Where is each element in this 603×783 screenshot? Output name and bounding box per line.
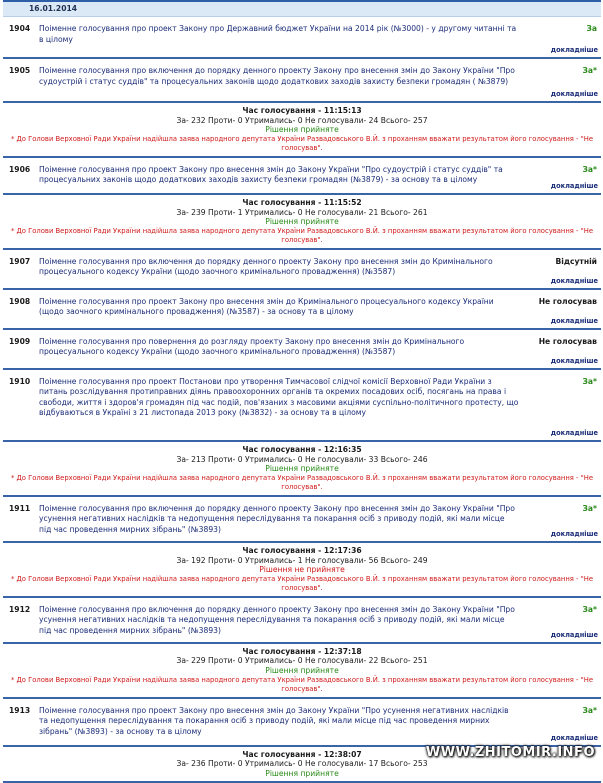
vote-record — [3, 17, 601, 59]
vote-record — [3, 598, 601, 644]
details-link[interactable]: докладніше — [550, 428, 598, 437]
vote-record — [3, 290, 601, 330]
record-number: 1904 — [9, 24, 31, 33]
details-link[interactable]: докладніше — [550, 90, 598, 98]
record-title: Поіменне голосування про проект Закону про Державний бюджет України на 2014 рік (№3000) - у другому читанні та в цілому — [39, 24, 517, 44]
session-date: 16.01.2014 — [3, 0, 601, 17]
record-title: Поіменне голосування про проект Постанови про утворення Тимчасової слідчої комісії Верховної Ради України з питань розслідування протиправних діянь правоохоронних органів та окремих посадових осіб, посягань на права і свободи, життя і здоров'я громадян під час подій, пов'язаних з масовими акціями суспільно-політичного протесту, що відбуваються в Україні з 21 листопада 2013 року (№3832) - за основу та в цілому — [39, 376, 519, 418]
vote-time: Час голосування - 11:15:52 — [242, 197, 362, 207]
record-number: 1905 — [9, 66, 31, 75]
details-link[interactable]: докладніше — [550, 630, 598, 639]
vote-time: Час голосування - 11:15:13 — [242, 106, 362, 115]
deputy-statement-note: * До Голови Верховної Ради України надійшла заява народного депутата України Развадовського В.Й. з проханням вважати результатом його голосування - "Не голосував". — [10, 473, 594, 492]
record-title: Поіменне голосування про включення до порядку денного проекту Закону про внесення змін до Кримінального процесуального кодексу України (щодо заочного кримінального провадження) (№3587) — [39, 256, 493, 277]
vote-result: За* — [582, 604, 597, 614]
record-title: Поіменне голосування про проект Закону про внесення змін до Закону України "Про судоустрій і статус суддів" та процесуальних законів щодо додаткових заходів захисту безпеки громадян (№3879) - за основу та в цілому — [39, 164, 503, 185]
vote-record — [3, 250, 601, 290]
vote-list-page — [3, 0, 601, 783]
vote-counts: За- 236 Проти- 0 Утримались- 0 Не голосували- 17 Всього- 253 — [176, 759, 428, 769]
vote-record — [3, 370, 601, 442]
vote-time: Час голосування - 12:38:07 — [242, 749, 362, 759]
vote-counts: За- 232 Проти- 0 Утримались- 0 Не голосували- 24 Всього- 257 — [176, 115, 428, 125]
vote-tally — [3, 442, 601, 497]
vote-record — [3, 330, 601, 370]
record-title: Поіменне голосування про повернення до розгляду проекту Закону про внесення змін до Кримінального процесуального кодексу України (щодо заочного кримінального провадження) (№3587) — [39, 336, 465, 357]
details-link[interactable]: докладніше — [550, 356, 598, 365]
vote-result: За* — [582, 164, 597, 174]
vote-result: За* — [582, 705, 597, 715]
record-number: 1909 — [9, 336, 31, 346]
vote-tally — [3, 103, 601, 158]
record-title: Поіменне голосування про проект Закону про внесення змін до Закону України "Про усунення негативних наслідків та недопущення переслідування та покарання осіб з приводу подій, які мали місце під час проведення мирних зібрань" (№3893) - за основу та в цілому — [39, 705, 509, 736]
vote-result: За — [586, 24, 597, 33]
vote-decision: Рішення прийняте — [265, 217, 339, 227]
vote-result: За* — [582, 66, 597, 75]
details-link[interactable]: докладніше — [550, 529, 598, 538]
vote-time: Час голосування - 12:16:35 — [242, 444, 362, 454]
vote-records — [3, 17, 601, 783]
deputy-statement-note: * До Голови Верховної Ради України надійшла заява народного депутата України Развадовського В.Й. з проханням вважати результатом його голосування - "Не голосував". — [10, 134, 594, 153]
deputy-statement-note: * До Голови Верховної Ради України надійшла заява народного депутата України Развадовського В.Й. з проханням вважати результатом його голосування - "Не голосував". — [10, 574, 594, 593]
deputy-statement-note: * До Голови Верховної Ради України надійшла заява народного депутата України Развадовського В.Й. з проханням вважати результатом його голосування - "Не голосував". — [10, 226, 594, 245]
vote-result: Не голосував — [538, 296, 597, 306]
vote-result: За* — [582, 376, 597, 386]
vote-record — [3, 497, 601, 543]
vote-result: Відсутній — [555, 256, 597, 266]
vote-tally — [3, 543, 601, 598]
vote-decision: Рішення прийняте — [265, 464, 339, 474]
vote-record — [3, 59, 601, 103]
vote-decision: Рішення прийняте — [265, 666, 339, 676]
site-watermark: WWW.ZHITOMIR.INFO — [425, 745, 595, 760]
details-link[interactable]: докладніше — [550, 276, 598, 285]
record-title: Поіменне голосування про включення до порядку денного проекту Закону про внесення змін до Закону України "Про усунення негативних наслідків та недопущення переслідування та покарання осіб з приводу подій, які мали місце під час проведення мирних зібрань" (№3893) — [39, 503, 515, 534]
record-number: 1907 — [9, 256, 31, 266]
vote-result: Не голосував — [538, 336, 597, 346]
vote-tally — [3, 644, 601, 699]
vote-decision: Рішення прийняте — [265, 769, 339, 779]
vote-time: Час голосування - 12:17:36 — [242, 545, 362, 555]
deputy-statement-note: * До Голови Верховної Ради України надійшла заява народного депутата України Развадовського В.Й. з проханням вважати результатом його голосування - "Не голосував". — [10, 675, 594, 694]
record-number: 1912 — [9, 604, 31, 614]
details-link[interactable]: докладніше — [550, 181, 598, 190]
vote-counts: За- 229 Проти- 0 Утримались- 0 Не голосували- 22 Всього- 251 — [176, 656, 428, 666]
vote-counts: За- 213 Проти- 0 Утримались- 0 Не голосували- 33 Всього- 246 — [176, 454, 428, 464]
vote-decision: Рішення прийняте — [265, 125, 339, 135]
vote-tally — [3, 195, 601, 250]
record-number: 1911 — [9, 503, 31, 513]
record-number: 1906 — [9, 164, 31, 174]
record-title: Поіменне голосування про включення до порядку денного проекту Закону про внесення змін до Закону України "Про судоустрій і статус суддів" та процесуальних законів щодо додаткових заходів захисту безпеки громадян ( №3879) — [39, 66, 515, 86]
details-link[interactable]: докладніше — [550, 46, 598, 54]
vote-record — [3, 699, 601, 747]
vote-record — [3, 158, 601, 195]
details-link[interactable]: докладніше — [550, 733, 598, 742]
vote-time: Час голосування - 12:37:18 — [242, 646, 362, 656]
details-link[interactable]: докладніше — [550, 316, 598, 325]
vote-counts: За- 192 Проти- 0 Утримались- 1 Не голосували- 56 Всього- 249 — [176, 555, 428, 565]
vote-result: За* — [582, 503, 597, 513]
vote-decision: Рішення не прийняте — [259, 565, 345, 575]
record-title: Поіменне голосування про проект Закону про внесення змін до Кримінального процесуального кодексу України (щодо заочного кримінального провадження) (№3587) - за основу та в цілому — [39, 296, 494, 317]
record-number: 1913 — [9, 705, 31, 715]
record-title: Поіменне голосування про включення до порядку денного проекту Закону про внесення змін до Закону України "Про усунення негативних наслідків та недопущення переслідування та покарання осіб з приводу подій, які мали місце під час проведення мирних зібрань" (№3893) — [39, 604, 515, 635]
vote-counts: За- 239 Проти- 1 Утримались- 0 Не голосували- 21 Всього- 261 — [176, 207, 428, 217]
record-number: 1908 — [9, 296, 31, 306]
record-number: 1910 — [9, 376, 31, 386]
